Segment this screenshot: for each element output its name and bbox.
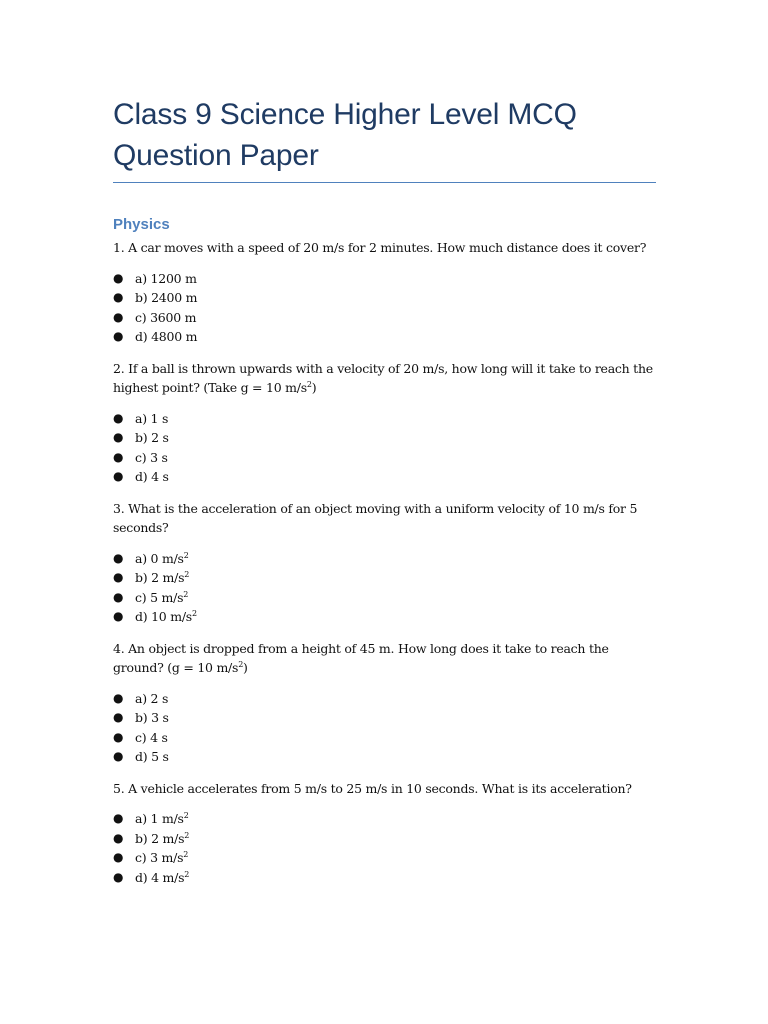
bullet-icon: ● bbox=[113, 690, 124, 705]
bullet-icon: ● bbox=[113, 749, 124, 763]
option-4b: ● b) 3 s bbox=[113, 708, 656, 728]
option-2b: ● b) 2 s bbox=[113, 428, 656, 448]
bullet-icon: ● bbox=[113, 609, 124, 623]
bullet-icon: ● bbox=[113, 270, 124, 285]
options-list-3 bbox=[113, 549, 656, 627]
option-3b: ● b) 2 $m/s^2$ bbox=[113, 568, 656, 588]
page-title: Class 9 Science Higher Level MCQ Question Paper bbox=[113, 98, 577, 172]
option-5c: ● c) 3 $m/s^2$ bbox=[113, 848, 656, 868]
bullet-icon: ● bbox=[113, 290, 124, 304]
question-text-2: 2. If a ball is thrown upwards with a velocity of 20 m/s, how long will it take to reach the highest point? (Take g = 10 $m/s^2$) bbox=[113, 360, 653, 395]
option-1a: ● a) 1200 m bbox=[113, 269, 656, 289]
option-3c: ● c) 5 $m/s^2$ bbox=[113, 588, 656, 608]
bullet-icon: ● bbox=[113, 550, 124, 565]
option-5b: ● b) 2 $m/s^2$ bbox=[113, 829, 656, 849]
question-block-4 bbox=[113, 639, 656, 767]
question-text-1: 1. A car moves with a speed of 20 m/s for 2 minutes. How much distance does it cover? bbox=[113, 240, 647, 255]
question-block-3 bbox=[113, 499, 656, 627]
question-text-5: 5. A vehicle accelerates from 5 m/s to 25 m/s in 10 seconds. What is its acceleration? bbox=[113, 780, 632, 796]
question-block-1 bbox=[113, 238, 656, 347]
bullet-icon: ● bbox=[113, 729, 124, 744]
option-5d: ● d) 4 $m/s^2$ bbox=[113, 868, 656, 888]
document-page bbox=[113, 94, 656, 887]
bullet-icon: ● bbox=[113, 309, 124, 324]
bullet-icon: ● bbox=[113, 449, 124, 464]
bullet-icon: ● bbox=[113, 811, 124, 825]
option-1b: ● b) 2400 m bbox=[113, 288, 656, 308]
bullet-icon: ● bbox=[113, 869, 124, 884]
option-3a: ● a) 0 $m/s^2$ bbox=[113, 549, 656, 569]
question-text-3: 3. What is the acceleration of an object moving with a uniform velocity of 10 m/s for 5 seconds? bbox=[113, 500, 638, 535]
option-2c: ● c) 3 s bbox=[113, 448, 656, 468]
title-divider bbox=[113, 182, 656, 183]
bullet-icon: ● bbox=[113, 430, 124, 444]
option-2d: ● d) 4 s bbox=[113, 467, 656, 487]
bullet-icon: ● bbox=[113, 589, 124, 604]
bullet-icon: ● bbox=[113, 710, 124, 724]
bullet-icon: ● bbox=[113, 410, 124, 425]
option-2a: ● a) 1 s bbox=[113, 409, 656, 429]
options-list-2 bbox=[113, 409, 656, 487]
question-block-5 bbox=[113, 779, 656, 888]
bullet-icon: ● bbox=[113, 329, 124, 343]
section-heading-physics: Physics bbox=[113, 216, 170, 233]
option-4d: ● d) 5 s bbox=[113, 747, 656, 767]
option-1d: ● d) 4800 m bbox=[113, 327, 656, 347]
bullet-icon: ● bbox=[113, 570, 124, 584]
option-4c: ● c) 4 s bbox=[113, 728, 656, 748]
question-text-4: 4. An object is dropped from a height of 45 m. How long does it take to reach the ground? (g = 10 $m/s^2$) bbox=[113, 640, 609, 675]
bullet-icon: ● bbox=[113, 830, 124, 845]
option-4a: ● a) 2 s bbox=[113, 689, 656, 709]
bullet-icon: ● bbox=[113, 850, 124, 864]
options-list-5 bbox=[113, 809, 656, 887]
question-block-2 bbox=[113, 359, 656, 487]
option-5a: ● a) 1 $m/s^2$ bbox=[113, 809, 656, 829]
option-3d: ● d) 10 $m/s^2$ bbox=[113, 607, 656, 627]
bullet-icon: ● bbox=[113, 469, 124, 483]
options-list-4 bbox=[113, 689, 656, 767]
options-list-1 bbox=[113, 269, 656, 347]
option-1c: ● c) 3600 m bbox=[113, 308, 656, 328]
